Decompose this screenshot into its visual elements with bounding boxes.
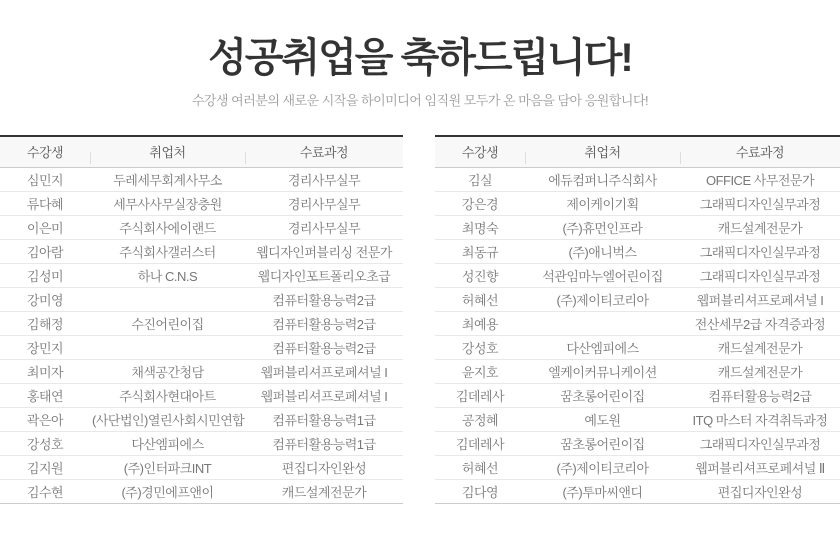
cell-course: 그래픽디자인실무과정	[680, 431, 840, 455]
employment-tables	[0, 135, 840, 504]
table-row	[0, 215, 403, 239]
cell-employer: (주)경민에프앤이	[121, 484, 214, 500]
cell-student: 김실	[435, 167, 525, 191]
cell-course: OFFICE 사무전문가	[680, 167, 840, 191]
table-row	[0, 383, 403, 407]
cell-employer: 주식회사에이랜드	[90, 215, 245, 239]
cell-student: 공정혜	[435, 407, 525, 431]
cell-course: 웹디자인퍼블리싱 전문가	[245, 239, 403, 263]
cell-student: 김데레사	[435, 383, 525, 407]
cell-student: 심민지	[0, 167, 90, 191]
cell-employer: (주)휴먼인프라	[525, 215, 680, 239]
cell-course: 웹퍼블리셔프로페셔널 I	[680, 287, 840, 311]
cell-employer: (주)인터파크INT	[90, 455, 245, 479]
cell-student: 강성호	[435, 335, 525, 359]
cell-employer: 채색공간청담	[90, 359, 245, 383]
table-row	[435, 311, 840, 335]
table-row	[435, 407, 840, 431]
cell-student: 김다영	[461, 484, 499, 500]
cell-course: 그래픽디자인실무과정	[680, 263, 840, 287]
table-row	[0, 431, 403, 455]
cell-course: 경리사무실무	[245, 215, 403, 239]
cell-employer: (주)제이티코리아	[525, 287, 680, 311]
cell-employer: 세무사사무실장충원	[90, 191, 245, 215]
cell-student: 최동규	[435, 239, 525, 263]
table-row	[435, 167, 840, 191]
cell-course: 경리사무실무	[245, 191, 403, 215]
page-title: 성공취업을 축하드립니다!	[208, 36, 632, 80]
table-row	[0, 287, 403, 311]
cell-student: 최명숙	[435, 215, 525, 239]
cell-employer: 제이케이기획	[525, 191, 680, 215]
cell-student: 허혜선	[435, 287, 525, 311]
cell-student: 강성호	[0, 431, 90, 455]
column-header-employer: 취업처	[525, 136, 680, 167]
cell-course: 컴퓨터활용능력2급	[245, 335, 403, 359]
cell-employer: 석관임마누엘어린이집	[525, 263, 680, 287]
cell-employer: 두레세무회계사무소	[90, 167, 245, 191]
cell-course: 웹퍼블리셔프로페셔널 Ⅱ	[680, 455, 840, 479]
cell-student: 김성미	[0, 263, 90, 287]
column-header-course: 수료과정	[245, 136, 403, 167]
table-row	[435, 263, 840, 287]
table-row	[0, 239, 403, 263]
cell-student: 김해정	[0, 311, 90, 335]
cell-course: 그래픽디자인실무과정	[680, 239, 840, 263]
cell-student: 김수현	[26, 484, 64, 500]
table-row	[435, 287, 840, 311]
cell-student: 허혜선	[435, 455, 525, 479]
employment-table-right	[435, 135, 840, 504]
cell-student: 김아람	[0, 239, 90, 263]
cell-student: 김데레사	[435, 431, 525, 455]
cell-course: 그래픽디자인실무과정	[680, 191, 840, 215]
cell-course: 컴퓨터활용능력2급	[245, 287, 403, 311]
cell-student: 곽은아	[0, 407, 90, 431]
cell-course: 편집디자인완성	[245, 455, 403, 479]
table-header-row	[0, 136, 403, 167]
table-row	[435, 431, 840, 455]
table-row	[0, 407, 403, 431]
cell-employer: 엘케이커뮤니케이션	[525, 359, 680, 383]
cell-student: 성진향	[435, 263, 525, 287]
cell-employer: 다산엠피에스	[90, 431, 245, 455]
cell-course: 경리사무실무	[245, 167, 403, 191]
table-row	[0, 191, 403, 215]
cell-course: 컴퓨터활용능력2급	[680, 383, 840, 407]
cell-course: 컴퓨터활용능력1급	[245, 431, 403, 455]
cell-course: 웹디자인포트폴리오초급	[245, 263, 403, 287]
cell-employer: (주)제이티코리아	[525, 455, 680, 479]
cell-course: 캐드설계전문가	[680, 335, 840, 359]
cell-employer: 에듀컴퍼니주식회사	[525, 167, 680, 191]
cell-student: 최미자	[0, 359, 90, 383]
table-row	[0, 359, 403, 383]
cell-course: 컴퓨터활용능력2급	[245, 311, 403, 335]
cell-course: 편집디자인완성	[717, 484, 803, 500]
column-header-student: 수강생	[0, 136, 90, 167]
table-row	[0, 335, 403, 359]
table-row	[435, 455, 840, 479]
cell-employer: 주식회사현대아트	[90, 383, 245, 407]
cell-employer: (사단법인)열린사회시민연합	[90, 407, 245, 431]
table-row	[435, 359, 840, 383]
table-row	[435, 335, 840, 359]
cell-course: 컴퓨터활용능력1급	[245, 407, 403, 431]
cell-employer	[90, 287, 245, 311]
cell-employer: 예도원	[525, 407, 680, 431]
cell-employer: 수진어린이집	[90, 311, 245, 335]
cell-course: 캐드설계전문가	[281, 484, 367, 500]
cell-employer: 꿈초롱어린이집	[525, 431, 680, 455]
cell-employer: (주)애니벅스	[525, 239, 680, 263]
page-subtitle: 수강생 여러분의 새로운 시작을 하이미디어 임직원 모두가 온 마음을 담아 응원합니다!	[191, 93, 649, 108]
table-row	[0, 167, 403, 191]
table-row	[435, 191, 840, 215]
cell-course: 캐드설계전문가	[680, 359, 840, 383]
column-header-student: 수강생	[435, 136, 525, 167]
cell-employer	[525, 311, 680, 335]
cell-course: 웹퍼블리셔프로페셔널 I	[245, 383, 403, 407]
employment-table-left	[0, 135, 403, 504]
table-row	[435, 239, 840, 263]
table-row	[0, 263, 403, 287]
cell-student: 홍태연	[0, 383, 90, 407]
cell-course: 웹퍼블리셔프로페셔널 I	[245, 359, 403, 383]
cell-student: 강미영	[0, 287, 90, 311]
cell-student: 최예용	[435, 311, 525, 335]
column-header-employer: 취업처	[90, 136, 245, 167]
cell-student: 이은미	[0, 215, 90, 239]
hero-section	[0, 0, 840, 109]
cell-employer	[90, 335, 245, 359]
cell-course: 전산세무2급 자격증과정	[680, 311, 840, 335]
cell-course: ITQ 마스터 자격취득과정	[680, 407, 840, 431]
cell-student: 김지원	[0, 455, 90, 479]
column-header-course: 수료과정	[680, 136, 840, 167]
table-row	[0, 311, 403, 335]
cell-student: 강은경	[435, 191, 525, 215]
cell-student: 류다혜	[0, 191, 90, 215]
cell-employer: 하나 C.N.S	[90, 263, 245, 287]
cell-employer: 주식회사갤러스터	[90, 239, 245, 263]
table-row	[435, 479, 840, 503]
cell-employer: (주)투마씨앤디	[562, 484, 643, 500]
cell-course: 캐드설계전문가	[680, 215, 840, 239]
table-header-row	[435, 136, 840, 167]
cell-student: 윤지호	[435, 359, 525, 383]
cell-employer: 꿈초롱어린이집	[525, 383, 680, 407]
table-row	[435, 383, 840, 407]
table-row	[0, 479, 403, 503]
cell-employer: 다산엠피에스	[525, 335, 680, 359]
table-row	[435, 215, 840, 239]
table-row	[0, 455, 403, 479]
cell-student: 장민지	[0, 335, 90, 359]
